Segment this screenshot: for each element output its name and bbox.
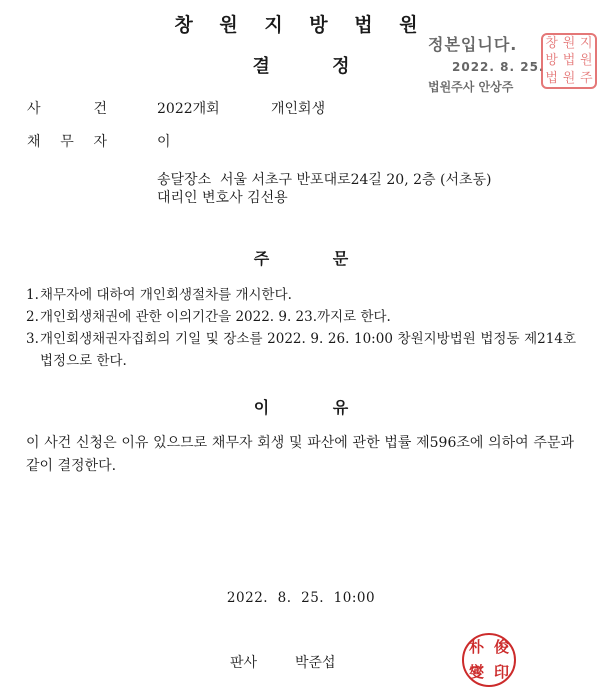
order-text: 개인회생채권자집회의 기일 및 장소를 2022. 9. 26. 10:00 창원지방법원 법정동 제214호 법정으로 한다. [40, 331, 576, 369]
case-label [27, 98, 107, 118]
judge-title: 판사 [230, 655, 258, 671]
decision-date: 2022. 8. 25. 10:00 [226, 590, 376, 606]
order-number: 3. [26, 331, 39, 347]
case-label-char: 사 [27, 101, 41, 117]
certification-clerk: 법원주사 안상주 [428, 80, 514, 94]
certification-text: 정본입니다. [428, 35, 518, 54]
seal-char: 법 [562, 53, 576, 69]
seal-char: 원 [580, 53, 593, 69]
seal-char: 법 [545, 70, 558, 86]
order-heading: 주 문 [253, 249, 349, 268]
seal-char: 주 [580, 70, 593, 86]
order-item [26, 284, 576, 306]
reason-heading: 이 유 [253, 398, 349, 417]
debtor-label-char: 자 [93, 134, 107, 150]
case-label-char: 건 [93, 101, 107, 117]
court-seal-stamp [541, 33, 597, 89]
judge-seal-char: 朴 [468, 638, 484, 656]
court-name: 창 원 지 방 법 원 [174, 14, 428, 36]
debtor-label-char: 무 [60, 134, 74, 150]
document-type: 결 정 [252, 56, 350, 77]
judge-seal-char: 印 [493, 663, 509, 681]
debtor-label-char: 채 [27, 134, 41, 150]
judge-seal-char: 燮 [468, 663, 484, 681]
debtor-name: 이 [157, 134, 171, 150]
seal-char: 지 [580, 36, 593, 52]
seal-char: 원 [562, 36, 576, 52]
representative: 대리인 변호사 김선용 [157, 190, 288, 206]
case-number: 2022개회 [157, 101, 220, 117]
order-item [26, 328, 576, 372]
case-name: 개인회생 [271, 101, 326, 117]
certification-date: 2022. 8. 25. [452, 60, 545, 74]
seal-char: 방 [545, 53, 558, 69]
order-text: 채무자에 대하여 개인회생절차를 개시한다. [40, 287, 292, 303]
reason-text: 이 사건 신청은 이유 있으므로 채무자 회생 및 파산에 관한 법률 제596조에 의하여 주문과 같이 결정한다. [26, 435, 574, 474]
order-text: 개인회생채권에 관한 이의기간을 2022. 9. 23.까지로 한다. [40, 309, 391, 325]
order-item [26, 306, 576, 328]
judge-name: 박준섭 [295, 655, 336, 671]
service-address: 송달장소 서울 서초구 반포대로24길 20, 2층 (서초동) [157, 172, 492, 188]
seal-char: 창 [545, 36, 558, 52]
order-number: 2. [26, 309, 39, 325]
order-list [26, 284, 576, 372]
seal-char: 원 [562, 70, 576, 86]
judge-seal-char: 俊 [493, 638, 509, 656]
order-number: 1. [26, 287, 39, 303]
judge-seal-stamp [462, 633, 516, 687]
debtor-label [27, 131, 107, 151]
